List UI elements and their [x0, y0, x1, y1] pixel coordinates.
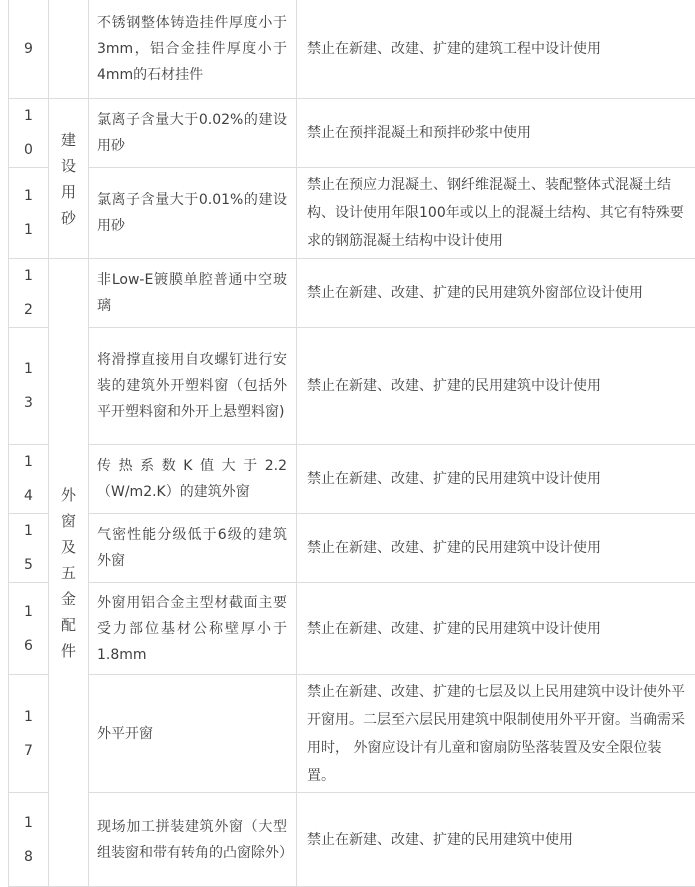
limit-cell: 禁止在新建、改建、扩建的民用建筑中使用 [297, 793, 695, 887]
table-row [9, 259, 695, 328]
table-row [9, 99, 695, 168]
item-cell: 氯离子含量大于0.01%的建设用砂 [89, 168, 297, 259]
row-number: 16 [9, 583, 49, 675]
category-cell: 外窗及五金配件 [49, 259, 89, 887]
limit-cell: 禁止在预应力混凝土、钢纤维混凝土、装配整体式混凝土结构、设计使用年限100年或以上的混凝土结构、其它有特殊要求的钢筋混凝土结构中设计使用 [297, 168, 695, 259]
table-row [9, 0, 695, 99]
limit-cell: 禁止在新建、改建、扩建的七层及以上民用建筑中设计使外平开窗用。二层至六层民用建筑中限制使用外平开窗。当确需采用时， 外窗应设计有儿童和窗扇防坠落装置及安全限位装置。 [297, 675, 695, 793]
row-number: 17 [9, 675, 49, 793]
restriction-table [8, 0, 695, 887]
row-number: 14 [9, 445, 49, 514]
item-cell: 气密性能分级低于6级的建筑外窗 [89, 514, 297, 583]
row-number: 15 [9, 514, 49, 583]
category-cell-empty [49, 0, 89, 99]
item-cell: 传热系数K值大于2.2（W/m2.K）的建筑外窗 [89, 445, 297, 514]
row-number: 13 [9, 328, 49, 445]
table-row [9, 168, 695, 259]
row-number: 9 [9, 0, 49, 99]
row-number: 10 [9, 99, 49, 168]
row-number: 18 [9, 793, 49, 887]
item-cell: 将滑撑直接用自攻螺钉进行安装的建筑外开塑料窗（包括外平开塑料窗和外开上悬塑料窗) [89, 328, 297, 445]
item-cell: 氯离子含量大于0.02%的建设用砂 [89, 99, 297, 168]
limit-cell: 禁止在预拌混凝土和预拌砂浆中使用 [297, 99, 695, 168]
table-row [9, 514, 695, 583]
item-cell: 外窗用铝合金主型材截面主要受力部位基材公称壁厚小于1.8mm [89, 583, 297, 675]
table-row [9, 793, 695, 887]
limit-cell: 禁止在新建、改建、扩建的建筑工程中设计使用 [297, 0, 695, 99]
row-number: 12 [9, 259, 49, 328]
limit-cell: 禁止在新建、改建、扩建的民用建筑中设计使用 [297, 583, 695, 675]
item-cell: 现场加工拼装建筑外窗（大型组装窗和带有转角的凸窗除外） [89, 793, 297, 887]
table-row [9, 328, 695, 445]
category-cell: 建设用砂 [49, 99, 89, 259]
item-cell: 不锈钢整体铸造挂件厚度小于3mm，铝合金挂件厚度小于4mm的石材挂件 [89, 0, 297, 99]
item-cell: 外平开窗 [89, 675, 297, 793]
table-row [9, 445, 695, 514]
item-cell: 非Low-E镀膜单腔普通中空玻璃 [89, 259, 297, 328]
table-row [9, 675, 695, 793]
limit-cell: 禁止在新建、改建、扩建的民用建筑中设计使用 [297, 514, 695, 583]
limit-cell: 禁止在新建、改建、扩建的民用建筑中设计使用 [297, 445, 695, 514]
table-row [9, 583, 695, 675]
row-number: 11 [9, 168, 49, 259]
limit-cell: 禁止在新建、改建、扩建的民用建筑中设计使用 [297, 328, 695, 445]
limit-cell: 禁止在新建、改建、扩建的民用建筑外窗部位设计使用 [297, 259, 695, 328]
